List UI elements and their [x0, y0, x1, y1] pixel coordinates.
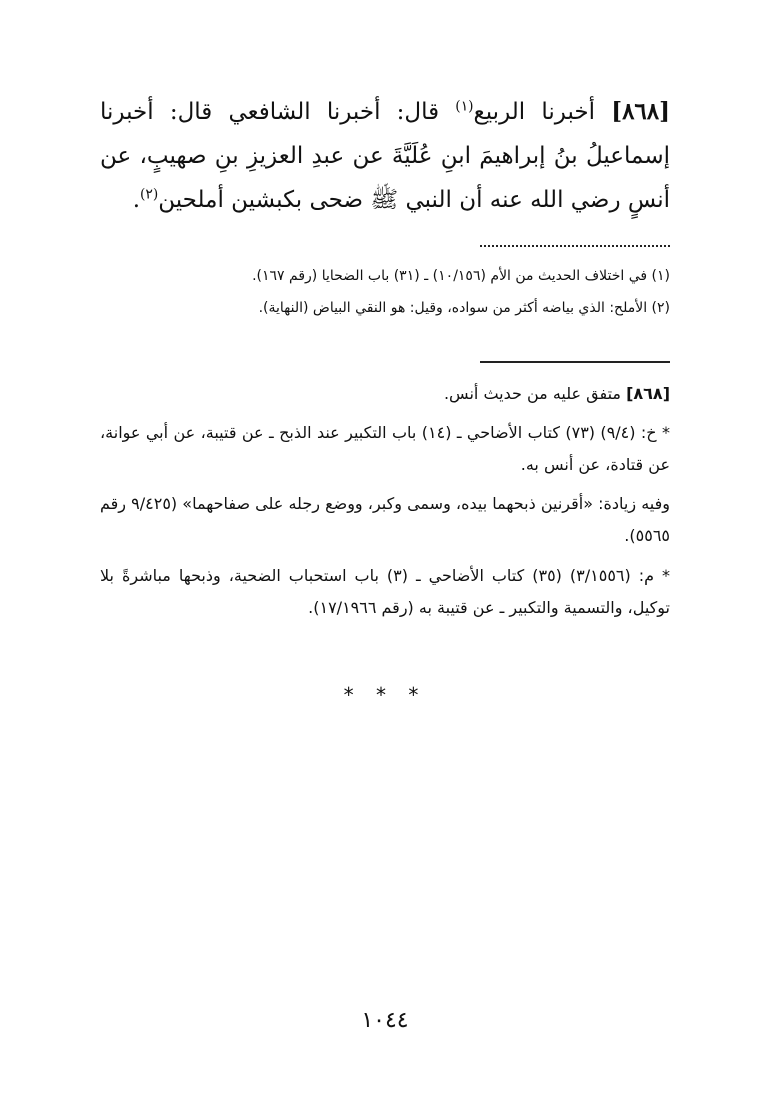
commentary-bukhari — [100, 417, 670, 481]
footnote-separator — [480, 235, 670, 247]
hadith-line-3: عنه أن النبي ﷺ ضحى بكبشين أملحين — [158, 187, 523, 213]
footnote-2 — [100, 296, 670, 320]
footnote-ref-2[interactable]: (٢) — [140, 186, 159, 203]
commentary-summary: متفق عليه من حديث أنس. — [443, 384, 621, 403]
muslim-reference: * م: (٣/١٥٥٦) (٣٥) كتاب الأضاحي ـ (٣) باب استحباب الضحية، وذبحها مباشرةً بلا توكيل، والتسمية والتكبير ـ عن قتيبة به (رقم ١٧/١٩٦٦). — [100, 566, 670, 617]
hadith-line-1: أخبرنا الربيع — [473, 99, 595, 125]
hadith-paragraph — [100, 90, 670, 222]
footnote-2-text: (٢) الأملح: الذي بياضه أكثر من سواده، وقيل: هو النقي البياض (النهاية). — [258, 300, 670, 316]
section-ornament: * * * — [343, 683, 427, 707]
hadith-line-1b: قال: أخبرنا الشافعي قال: أخبرنا — [100, 99, 440, 125]
commentary-number: [٨٦٨] — [626, 384, 670, 403]
footnote-1-text: (١) في اختلاف الحديث من الأم (١٠/١٥٦) ـ (٣١) باب الضحايا (رقم ١٦٧). — [252, 268, 670, 284]
hadith-number: [٨٦٨] — [611, 98, 671, 125]
commentary-takhrij — [100, 378, 670, 410]
bukhari-reference: * خ: (٩/٤) (٧٣) كتاب الأضاحي ـ (١٤) باب التكبير عند الذبح ـ عن قتيبة، عن أبي عوانة، عن قتادة، عن أنس به. — [100, 423, 671, 474]
hadith-line-2: إسماعيلُ بنُ إبراهيمَ ابنِ عُلَيَّةَ عن عبدِ العزيزِ بنِ صهيبٍ، عن أنسٍ رضي الله — [100, 143, 670, 213]
commentary-addition — [100, 488, 670, 552]
footnote-1 — [100, 264, 670, 288]
hadith-end-period: . — [132, 187, 141, 213]
footnote-ref-1[interactable]: (١) — [455, 98, 474, 115]
hadith-text — [100, 90, 670, 222]
commentary-divider — [480, 361, 670, 363]
page-number: ١٠٤٤ — [361, 1008, 409, 1033]
addition-text: وفيه زيادة: «أقرنين ذبحهما بيده، وسمى وكبر، ووضع رجله على صفاحهما» (٩/٤٢٥ رقم ٥٥٦٥). — [100, 494, 670, 545]
commentary-muslim — [100, 560, 670, 624]
commentary-line — [100, 378, 670, 410]
